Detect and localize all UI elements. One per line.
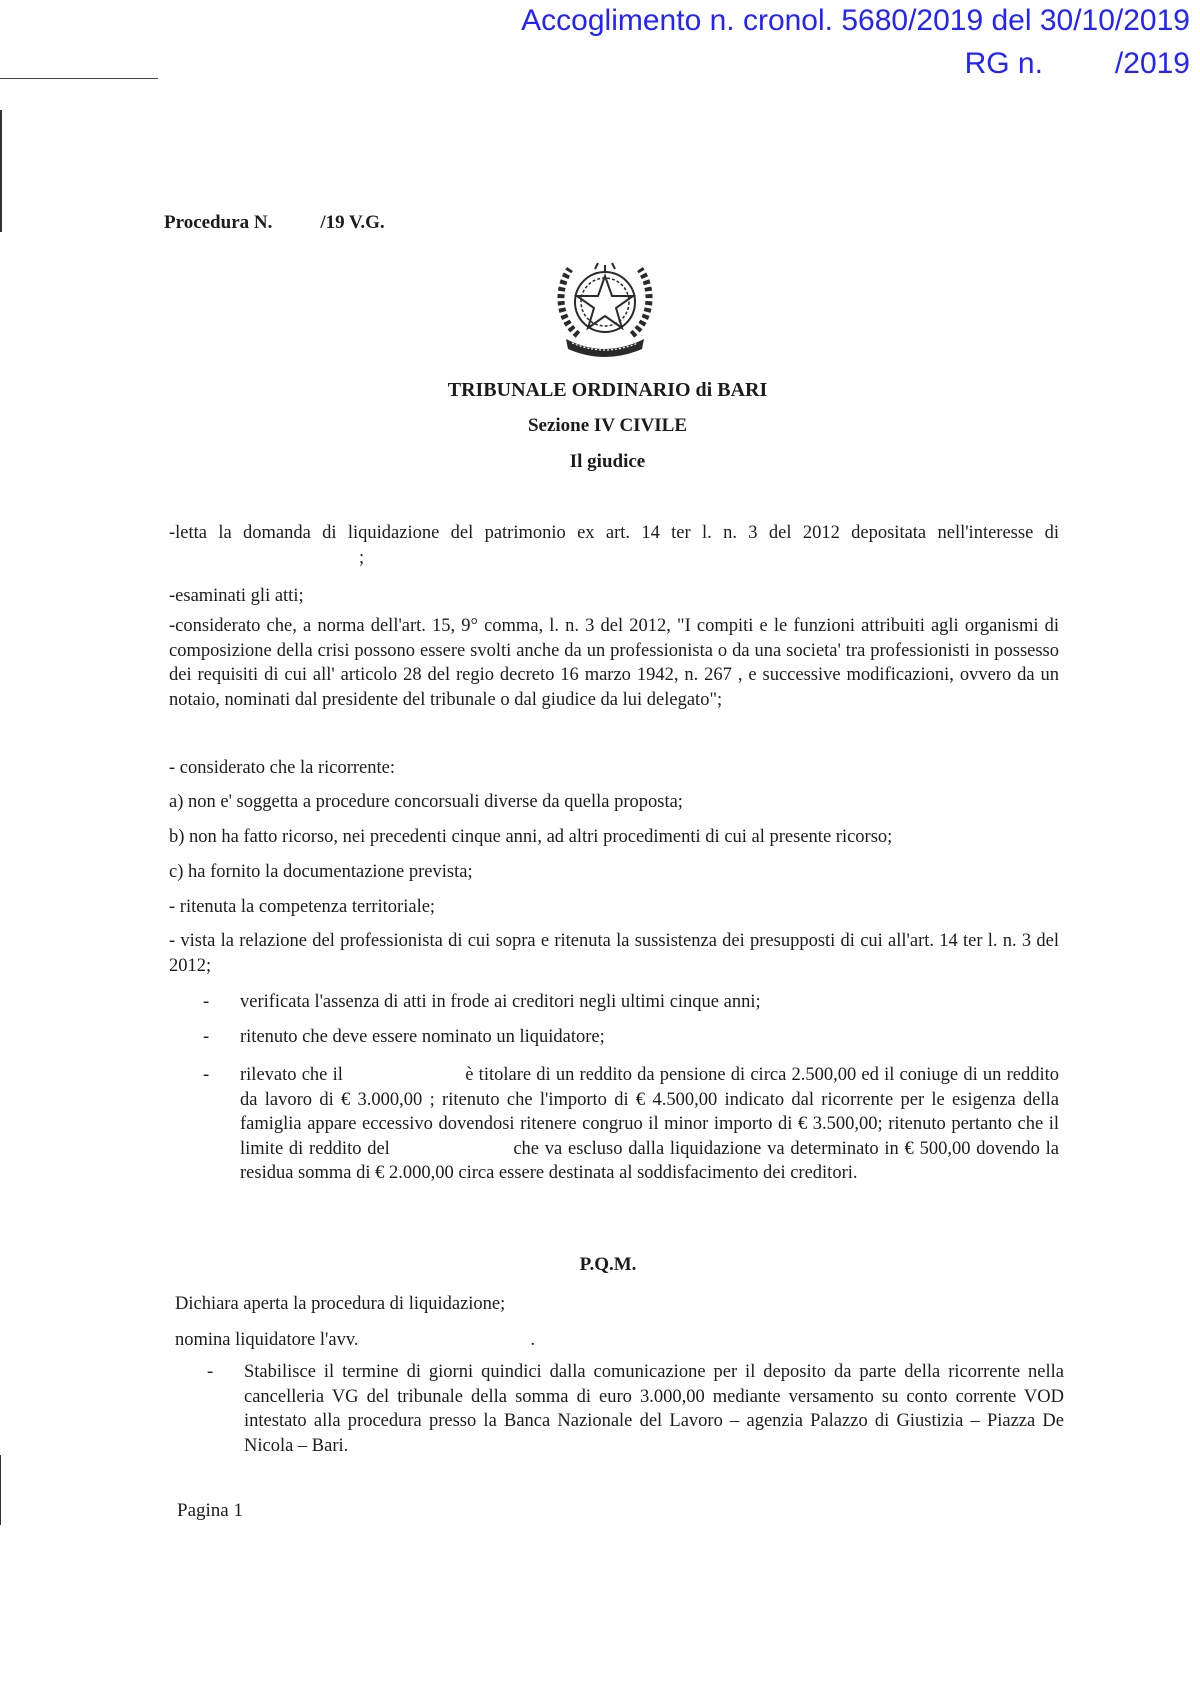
procedure-number-prefix: Procedura N. bbox=[164, 212, 273, 233]
paragraph-letta-domanda bbox=[169, 521, 1059, 570]
procedure-number-suffix: /19 V.G. bbox=[320, 212, 385, 233]
court-section: Sezione IV CIVILE bbox=[527, 415, 688, 436]
nomina-liquidatore bbox=[175, 1330, 535, 1351]
rilevato-part-1: rilevato che il bbox=[240, 1065, 343, 1085]
stamp-rg-suffix: /2019 bbox=[1114, 47, 1190, 80]
stamp-rg-prefix: RG n. bbox=[964, 47, 1043, 80]
letta-suffix: ; bbox=[359, 547, 365, 568]
nomina-suffix: . bbox=[530, 1330, 536, 1350]
italian-republic-emblem-icon bbox=[550, 247, 660, 362]
bullet-verificata-text: verificata l'assenza di atti in frode ai creditori negli ultimi cinque anni; bbox=[240, 992, 761, 1012]
bullet-verificata bbox=[203, 990, 1059, 1015]
bullet-stabilisce-text: Stabilisce il termine di giorni quindici dalla comunicazione per il deposito da parte della ricorrente nella cancelleria VG del tribunale della somma di euro 3.000,00 mediante versamento su conto corrente VOD intestato alla procedura presso la Banca Nazionale del Lavoro – agenzia Palazzo di Giustizia – Piazza De Nicola – Bari. bbox=[244, 1362, 1064, 1456]
dichiara-aperta: Dichiara aperta la procedura di liquidazione; bbox=[175, 1294, 506, 1314]
bullet-rilevato bbox=[203, 1063, 1059, 1186]
stamp-line-1: Accoglimento n. cronol. 5680/2019 del 30/10/2019 bbox=[521, 4, 1190, 37]
paragraph-vista-relazione: - vista la relazione del professionista di cui sopra e ritenuta la sussistenza dei presupposti di cui all'art. 14 ter l. n. 3 del 2012; bbox=[169, 931, 1059, 976]
stamp-line-2 bbox=[965, 46, 1190, 82]
bullet-dash: - bbox=[203, 1027, 210, 1047]
header-rule bbox=[0, 78, 158, 79]
bullet-ritenuto bbox=[203, 1025, 1059, 1050]
paragraph-competenza: - ritenuta la competenza territoriale; bbox=[169, 897, 436, 917]
rilevato-part-2: è titolare di un reddito da pensione di circa 2.500,00 ed il coniuge di un reddito da lavoro di € 3.000,00 ; ritenuto che l'importo di € 4.500,00 indicato dal ricorrente per le esigenza della famiglia appare eccessivo dovendosi ritenere congruo il minor importo di € 3.500,00; ritenuto pertanto che il limite di reddito del bbox=[240, 1065, 1060, 1159]
court-name: TRIBUNALE ORDINARIO di BARI bbox=[447, 379, 768, 401]
condition-item-c: c) ha fornito la documentazione prevista; bbox=[169, 862, 473, 882]
paragraph-esaminati: -esaminati gli atti; bbox=[169, 586, 304, 606]
scan-margin-mark bbox=[0, 110, 2, 232]
bullet-dash: - bbox=[203, 992, 210, 1012]
pqm-heading: P.Q.M. bbox=[579, 1254, 637, 1275]
bullet-dash: - bbox=[203, 1065, 210, 1085]
letta-text: -letta la domanda di liquidazione del patrimonio ex art. 14 ter l. n. 3 del 2012 depositata nell'interesse di bbox=[169, 523, 1059, 543]
bullet-stabilisce bbox=[207, 1360, 1064, 1458]
bullet-rilevato-text bbox=[240, 1063, 1059, 1186]
judge-heading: Il giudice bbox=[569, 451, 646, 472]
bullet-dash: - bbox=[207, 1362, 214, 1382]
nomina-text: nomina liquidatore l'avv. bbox=[175, 1330, 359, 1350]
bullet-ritenuto-text: ritenuto che deve essere nominato un liquidatore; bbox=[240, 1027, 605, 1047]
page-number: Pagina 1 bbox=[177, 1500, 243, 1521]
condition-item-a: a) non e' soggetta a procedure concorsuali diverse da quella proposta; bbox=[169, 792, 683, 812]
paragraph-considerato-norma: -considerato che, a norma dell'art. 15, 9° comma, l. n. 3 del 2012, "I compiti e le funzioni attribuiti agli organismi di composizione della crisi possono essere svolti anche da un professionista o da una societa' tra professionisti in possesso dei requisiti di cui all' articolo 28 del regio decreto 16 marzo 1942, n. 267 , e successive modificazioni, ovvero da un notaio, nominati dal presidente del tribunale o dal giudice da lui delegato"; bbox=[169, 616, 1059, 710]
condition-item-b: b) non ha fatto ricorso, nei precedenti cinque anni, ad altri procedimenti di cui al presente ricorso; bbox=[169, 827, 893, 847]
procedure-number bbox=[164, 212, 385, 234]
scan-margin-mark bbox=[0, 1455, 1, 1525]
rilevato-part-3: che va escluso dalla liquidazione va determinato in € 500,00 dovendo la residua somma di € 2.000,00 circa essere destinata al soddisfacimento dei creditori. bbox=[240, 1138, 1060, 1183]
paragraph-considerato-ricorrente: - considerato che la ricorrente: bbox=[169, 758, 395, 778]
